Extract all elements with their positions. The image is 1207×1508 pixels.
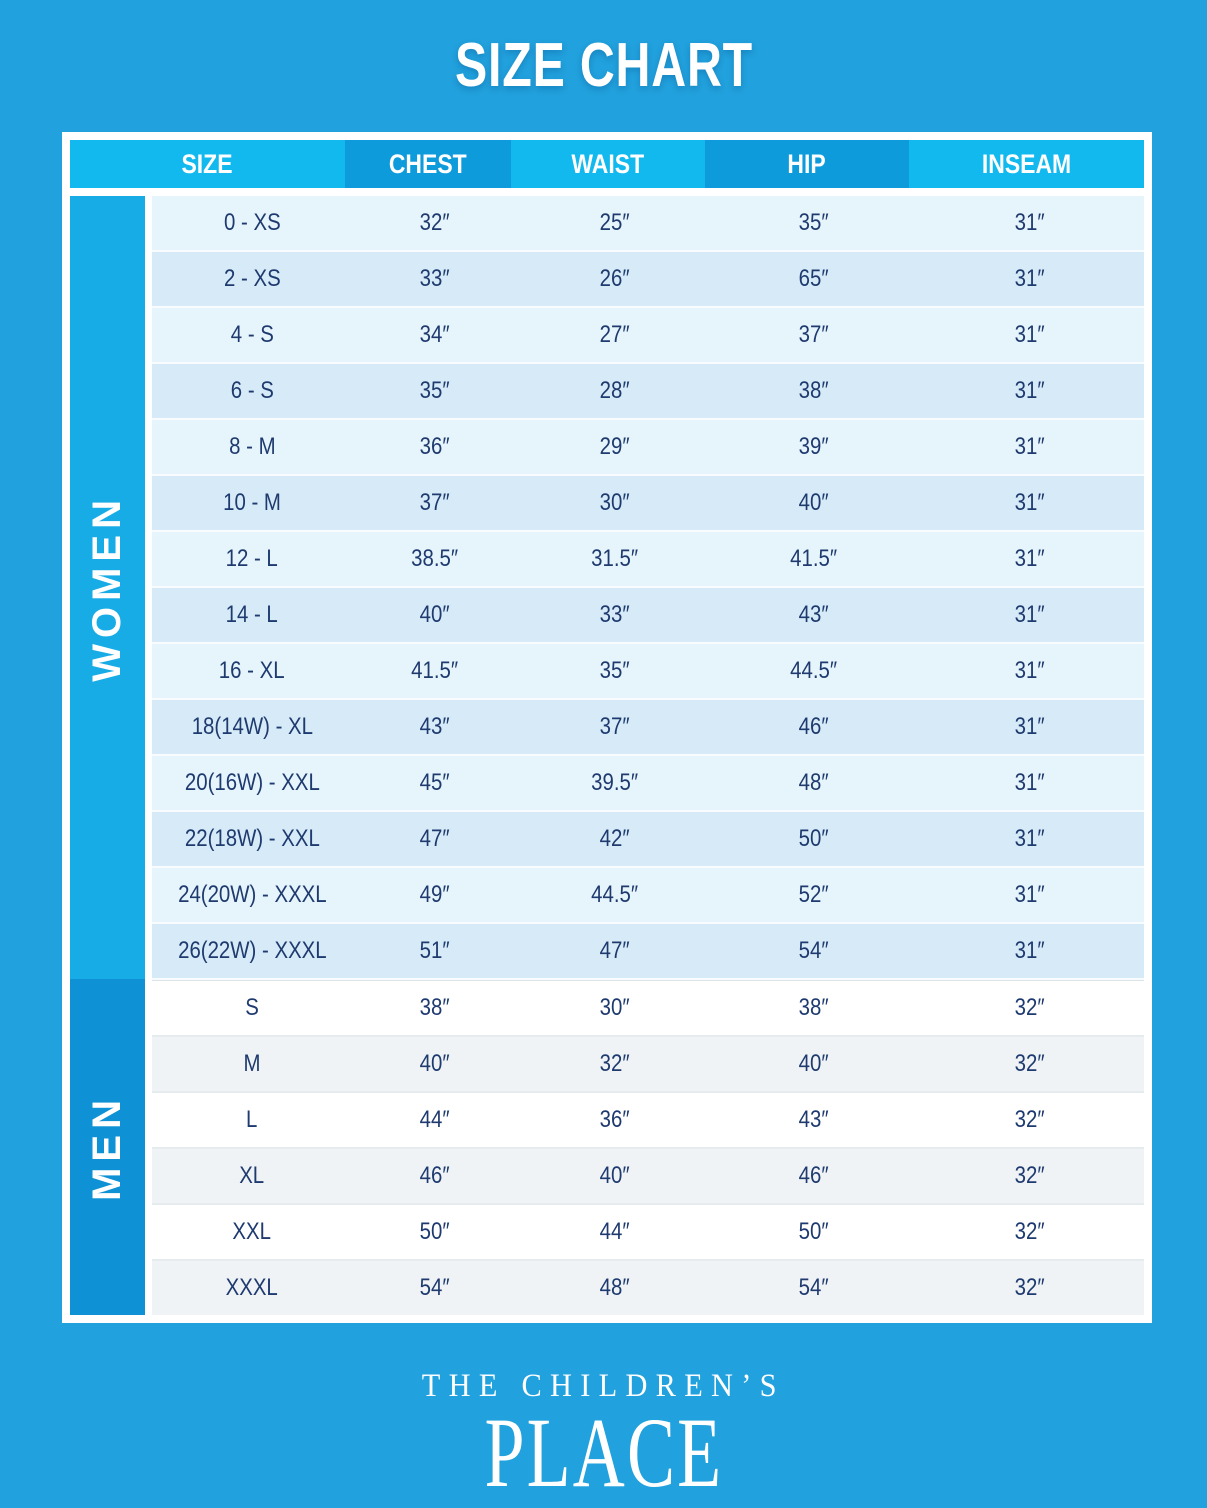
hip-cell [712, 420, 916, 474]
inseam-cell-text: 32″ [1014, 1106, 1045, 1133]
column-header-size-label: SIZE [181, 148, 233, 179]
inseam-cell-text: 31″ [1014, 489, 1045, 516]
hip-cell-text: 54″ [798, 937, 829, 964]
waist-cell-text: 42″ [599, 825, 630, 852]
hip-cell-text: 43″ [798, 601, 829, 628]
hip-cell [712, 476, 916, 530]
size-label-cell [152, 981, 352, 1035]
inseam-cell-text: 31″ [1014, 937, 1045, 964]
table-row-xxxl [152, 1261, 1144, 1315]
inseam-cell-text: 32″ [1014, 1274, 1045, 1301]
table-row-xl [152, 1149, 1144, 1205]
column-header-size [70, 140, 345, 188]
size-label-cell-text: 22(18W) - XXL [184, 825, 320, 852]
chest-cell-text: 36″ [419, 433, 450, 460]
inseam-cell [916, 1093, 1144, 1147]
brand-logo-bottom [0, 1397, 1207, 1508]
chest-cell-text: 49″ [419, 881, 450, 908]
table-row-m [152, 1037, 1144, 1093]
size-label-cell-text: XXXL [225, 1274, 279, 1301]
inseam-cell [916, 1037, 1144, 1091]
waist-cell-text: 32″ [599, 1050, 630, 1077]
hip-cell [712, 532, 916, 586]
hip-cell [712, 644, 916, 698]
table-row-24-20w-xxxl [152, 868, 1144, 924]
hip-cell [712, 1261, 916, 1315]
size-label-cell-text: 24(20W) - XXXL [177, 881, 327, 908]
waist-cell-text: 25″ [599, 209, 630, 236]
size-label-cell [152, 1093, 352, 1147]
table-row-12-l [152, 532, 1144, 588]
inseam-cell-text: 32″ [1014, 994, 1045, 1021]
inseam-cell [916, 644, 1144, 698]
column-header-chest-label: CHEST [389, 148, 467, 179]
chest-cell [352, 1261, 518, 1315]
chest-cell [352, 756, 518, 810]
size-rows-container [152, 196, 1144, 1315]
size-label-cell-text: XXL [232, 1218, 272, 1245]
size-label-cell-text: L [246, 1106, 258, 1133]
table-row-14-l [152, 588, 1144, 644]
hip-cell [712, 308, 916, 362]
hip-cell [712, 364, 916, 418]
inseam-cell-text: 31″ [1014, 433, 1045, 460]
size-label-cell-text: 0 - XS [223, 209, 281, 236]
size-label-cell-text: 14 - L [225, 601, 279, 628]
hip-cell [712, 868, 916, 922]
chest-cell [352, 1093, 518, 1147]
chest-cell-text: 51″ [419, 937, 450, 964]
hip-cell [712, 252, 916, 306]
size-label-cell [152, 1261, 352, 1315]
chest-cell-text: 50″ [419, 1218, 450, 1245]
table-body [70, 196, 1144, 1315]
hip-cell-text: 40″ [798, 489, 829, 516]
hip-cell-text: 48″ [798, 769, 829, 796]
waist-cell [518, 1149, 712, 1203]
chest-cell [352, 981, 518, 1035]
table-row-xxl [152, 1205, 1144, 1261]
chest-cell [352, 252, 518, 306]
hip-cell-text: 65″ [798, 265, 829, 292]
inseam-cell [916, 924, 1144, 978]
waist-cell [518, 196, 712, 250]
table-row-10-m [152, 476, 1144, 532]
inseam-cell [916, 1261, 1144, 1315]
chest-cell [352, 1149, 518, 1203]
table-row-4-s [152, 308, 1144, 364]
hip-cell [712, 812, 916, 866]
inseam-cell [916, 252, 1144, 306]
waist-cell [518, 252, 712, 306]
column-header-hip [705, 140, 909, 188]
hip-cell-text: 43″ [798, 1106, 829, 1133]
waist-cell-text: 39.5″ [591, 769, 639, 796]
size-label-cell [152, 308, 352, 362]
waist-cell-text: 31.5″ [591, 545, 639, 572]
size-label-cell-text: 18(14W) - XL [191, 713, 313, 740]
size-label-cell-text: 6 - S [230, 377, 274, 404]
waist-cell-text: 33″ [599, 601, 630, 628]
size-label-cell-text: S [245, 994, 259, 1021]
section-band-column [70, 196, 145, 1315]
waist-cell-text: 35″ [599, 657, 630, 684]
inseam-cell [916, 196, 1144, 250]
chest-cell [352, 1037, 518, 1091]
chest-cell-text: 33″ [419, 265, 450, 292]
inseam-cell-text: 32″ [1014, 1162, 1045, 1189]
waist-cell [518, 1093, 712, 1147]
chest-cell [352, 476, 518, 530]
size-label-cell [152, 588, 352, 642]
chest-cell-text: 47″ [419, 825, 450, 852]
size-label-cell [152, 1205, 352, 1259]
size-label-cell [152, 1037, 352, 1091]
inseam-cell [916, 1149, 1144, 1203]
column-header-inseam [909, 140, 1144, 188]
hip-cell [712, 756, 916, 810]
size-label-cell [152, 1149, 352, 1203]
hip-cell [712, 588, 916, 642]
table-row-6-s [152, 364, 1144, 420]
hip-cell [712, 981, 916, 1035]
chest-cell-text: 54″ [419, 1274, 450, 1301]
hip-cell-text: 40″ [798, 1050, 829, 1077]
brand-logo [0, 1368, 1207, 1508]
inseam-cell [916, 1205, 1144, 1259]
hip-cell-text: 54″ [798, 1274, 829, 1301]
inseam-cell [916, 532, 1144, 586]
chest-cell [352, 364, 518, 418]
table-row-s [152, 980, 1144, 1037]
hip-cell-text: 50″ [798, 1218, 829, 1245]
waist-cell [518, 644, 712, 698]
inseam-cell-text: 31″ [1014, 825, 1045, 852]
waist-cell-text: 30″ [599, 994, 630, 1021]
table-row-2-xs [152, 252, 1144, 308]
brand-logo-top-text: THE CHILDREN’S [422, 1368, 785, 1404]
inseam-cell-text: 32″ [1014, 1218, 1045, 1245]
waist-cell [518, 1037, 712, 1091]
waist-cell-text: 44″ [599, 1218, 630, 1245]
size-label-cell [152, 420, 352, 474]
size-label-cell [152, 364, 352, 418]
hip-cell [712, 1093, 916, 1147]
chest-cell [352, 812, 518, 866]
inseam-cell [916, 981, 1144, 1035]
women-section-label: WOMEN [85, 493, 129, 682]
size-label-cell-text: 26(22W) - XXXL [177, 937, 327, 964]
size-label-cell-text: 10 - M [223, 489, 281, 516]
inseam-cell [916, 756, 1144, 810]
chest-cell-text: 41.5″ [411, 657, 459, 684]
waist-cell [518, 924, 712, 978]
waist-cell-text: 27″ [599, 321, 630, 348]
column-header-hip-label: HIP [787, 148, 826, 179]
size-label-cell-text: 12 - L [225, 545, 279, 572]
size-label-cell-text: 4 - S [230, 321, 274, 348]
waist-cell-text: 37″ [599, 713, 630, 740]
inseam-cell-text: 31″ [1014, 713, 1045, 740]
column-header-inseam-label: INSEAM [981, 148, 1072, 179]
inseam-cell-text: 31″ [1014, 545, 1045, 572]
hip-cell [712, 1205, 916, 1259]
chest-cell [352, 588, 518, 642]
size-label-cell [152, 532, 352, 586]
chest-cell [352, 868, 518, 922]
hip-cell-text: 35″ [798, 209, 829, 236]
table-row-l [152, 1093, 1144, 1149]
inseam-cell-text: 31″ [1014, 321, 1045, 348]
waist-cell-text: 28″ [599, 377, 630, 404]
table-row-22-18w-xxl [152, 812, 1144, 868]
waist-cell-text: 30″ [599, 489, 630, 516]
waist-cell [518, 420, 712, 474]
waist-cell [518, 308, 712, 362]
inseam-cell [916, 588, 1144, 642]
size-label-cell [152, 924, 352, 978]
inseam-cell-text: 31″ [1014, 377, 1045, 404]
size-label-cell-text: 20(16W) - XXL [184, 769, 320, 796]
waist-cell [518, 476, 712, 530]
chest-cell-text: 40″ [419, 1050, 450, 1077]
column-header-chest [345, 140, 511, 188]
men-section-band [70, 979, 145, 1315]
chest-cell-text: 40″ [419, 601, 450, 628]
inseam-cell [916, 700, 1144, 754]
table-row-26-22w-xxxl [152, 924, 1144, 980]
size-label-cell-text: XL [239, 1162, 265, 1189]
brand-logo-bottom-text: PLACE [484, 1397, 723, 1508]
waist-cell [518, 532, 712, 586]
waist-cell-text: 36″ [599, 1106, 630, 1133]
size-table-card [62, 132, 1152, 1323]
hip-cell-text: 52″ [798, 881, 829, 908]
hip-cell-text: 38″ [798, 994, 829, 1021]
hip-cell-text: 41.5″ [790, 545, 838, 572]
size-label-cell [152, 476, 352, 530]
inseam-cell [916, 364, 1144, 418]
chest-cell [352, 700, 518, 754]
size-label-cell [152, 644, 352, 698]
hip-cell [712, 1037, 916, 1091]
chest-cell-text: 35″ [419, 377, 450, 404]
chest-cell [352, 644, 518, 698]
inseam-cell-text: 31″ [1014, 881, 1045, 908]
inseam-cell-text: 31″ [1014, 265, 1045, 292]
hip-cell [712, 700, 916, 754]
chest-cell [352, 924, 518, 978]
waist-cell-text: 40″ [599, 1162, 630, 1189]
hip-cell-text: 38″ [798, 377, 829, 404]
chest-cell-text: 38″ [419, 994, 450, 1021]
chest-cell [352, 308, 518, 362]
table-row-18-14w-xl [152, 700, 1144, 756]
chest-cell [352, 1205, 518, 1259]
waist-cell-text: 44.5″ [591, 881, 639, 908]
column-header-waist [511, 140, 705, 188]
waist-cell [518, 868, 712, 922]
size-label-cell [152, 252, 352, 306]
waist-cell [518, 1261, 712, 1315]
hip-cell [712, 924, 916, 978]
chest-cell [352, 532, 518, 586]
inseam-cell [916, 308, 1144, 362]
waist-cell-text: 47″ [599, 937, 630, 964]
hip-cell-text: 50″ [798, 825, 829, 852]
table-row-8-m [152, 420, 1144, 476]
hip-cell-text: 37″ [798, 321, 829, 348]
hip-cell-text: 39″ [798, 433, 829, 460]
size-label-cell-text: 8 - M [228, 433, 276, 460]
table-row-0-xs [152, 196, 1144, 252]
size-label-cell [152, 812, 352, 866]
waist-cell-text: 48″ [599, 1274, 630, 1301]
waist-cell-text: 29″ [599, 433, 630, 460]
waist-cell [518, 1205, 712, 1259]
chest-cell-text: 44″ [419, 1106, 450, 1133]
inseam-cell [916, 476, 1144, 530]
chest-cell-text: 32″ [419, 209, 450, 236]
hip-cell-text: 46″ [798, 1162, 829, 1189]
size-label-cell [152, 756, 352, 810]
column-header-waist-label: WAIST [571, 148, 645, 179]
size-label-cell [152, 700, 352, 754]
page-title [0, 30, 1207, 101]
hip-cell-text: 44.5″ [790, 657, 838, 684]
inseam-cell-text: 31″ [1014, 601, 1045, 628]
inseam-cell [916, 868, 1144, 922]
inseam-cell-text: 31″ [1014, 209, 1045, 236]
women-section-band [70, 196, 145, 979]
table-row-20-16w-xxl [152, 756, 1144, 812]
chest-cell-text: 43″ [419, 713, 450, 740]
chest-cell [352, 420, 518, 474]
chest-cell-text: 34″ [419, 321, 450, 348]
waist-cell [518, 981, 712, 1035]
chest-cell-text: 45″ [419, 769, 450, 796]
inseam-cell-text: 32″ [1014, 1050, 1045, 1077]
page-title-text: SIZE CHART [454, 31, 753, 100]
size-label-cell [152, 868, 352, 922]
size-label-cell-text: 2 - XS [223, 265, 281, 292]
hip-cell [712, 196, 916, 250]
waist-cell [518, 812, 712, 866]
table-row-16-xl [152, 644, 1144, 700]
waist-cell [518, 364, 712, 418]
waist-cell [518, 588, 712, 642]
inseam-cell-text: 31″ [1014, 657, 1045, 684]
inseam-cell [916, 420, 1144, 474]
hip-cell [712, 1149, 916, 1203]
waist-cell [518, 756, 712, 810]
waist-cell-text: 26″ [599, 265, 630, 292]
chest-cell-text: 38.5″ [411, 545, 459, 572]
chest-cell-text: 37″ [419, 489, 450, 516]
size-label-cell-text: 16 - XL [219, 657, 285, 684]
size-label-cell-text: M [243, 1050, 261, 1077]
men-section-label: MEN [85, 1093, 129, 1201]
chest-cell-text: 46″ [419, 1162, 450, 1189]
inseam-cell [916, 812, 1144, 866]
inseam-cell-text: 31″ [1014, 769, 1045, 796]
size-label-cell [152, 196, 352, 250]
chest-cell [352, 196, 518, 250]
hip-cell-text: 46″ [798, 713, 829, 740]
table-header-row [70, 140, 1144, 188]
waist-cell [518, 700, 712, 754]
